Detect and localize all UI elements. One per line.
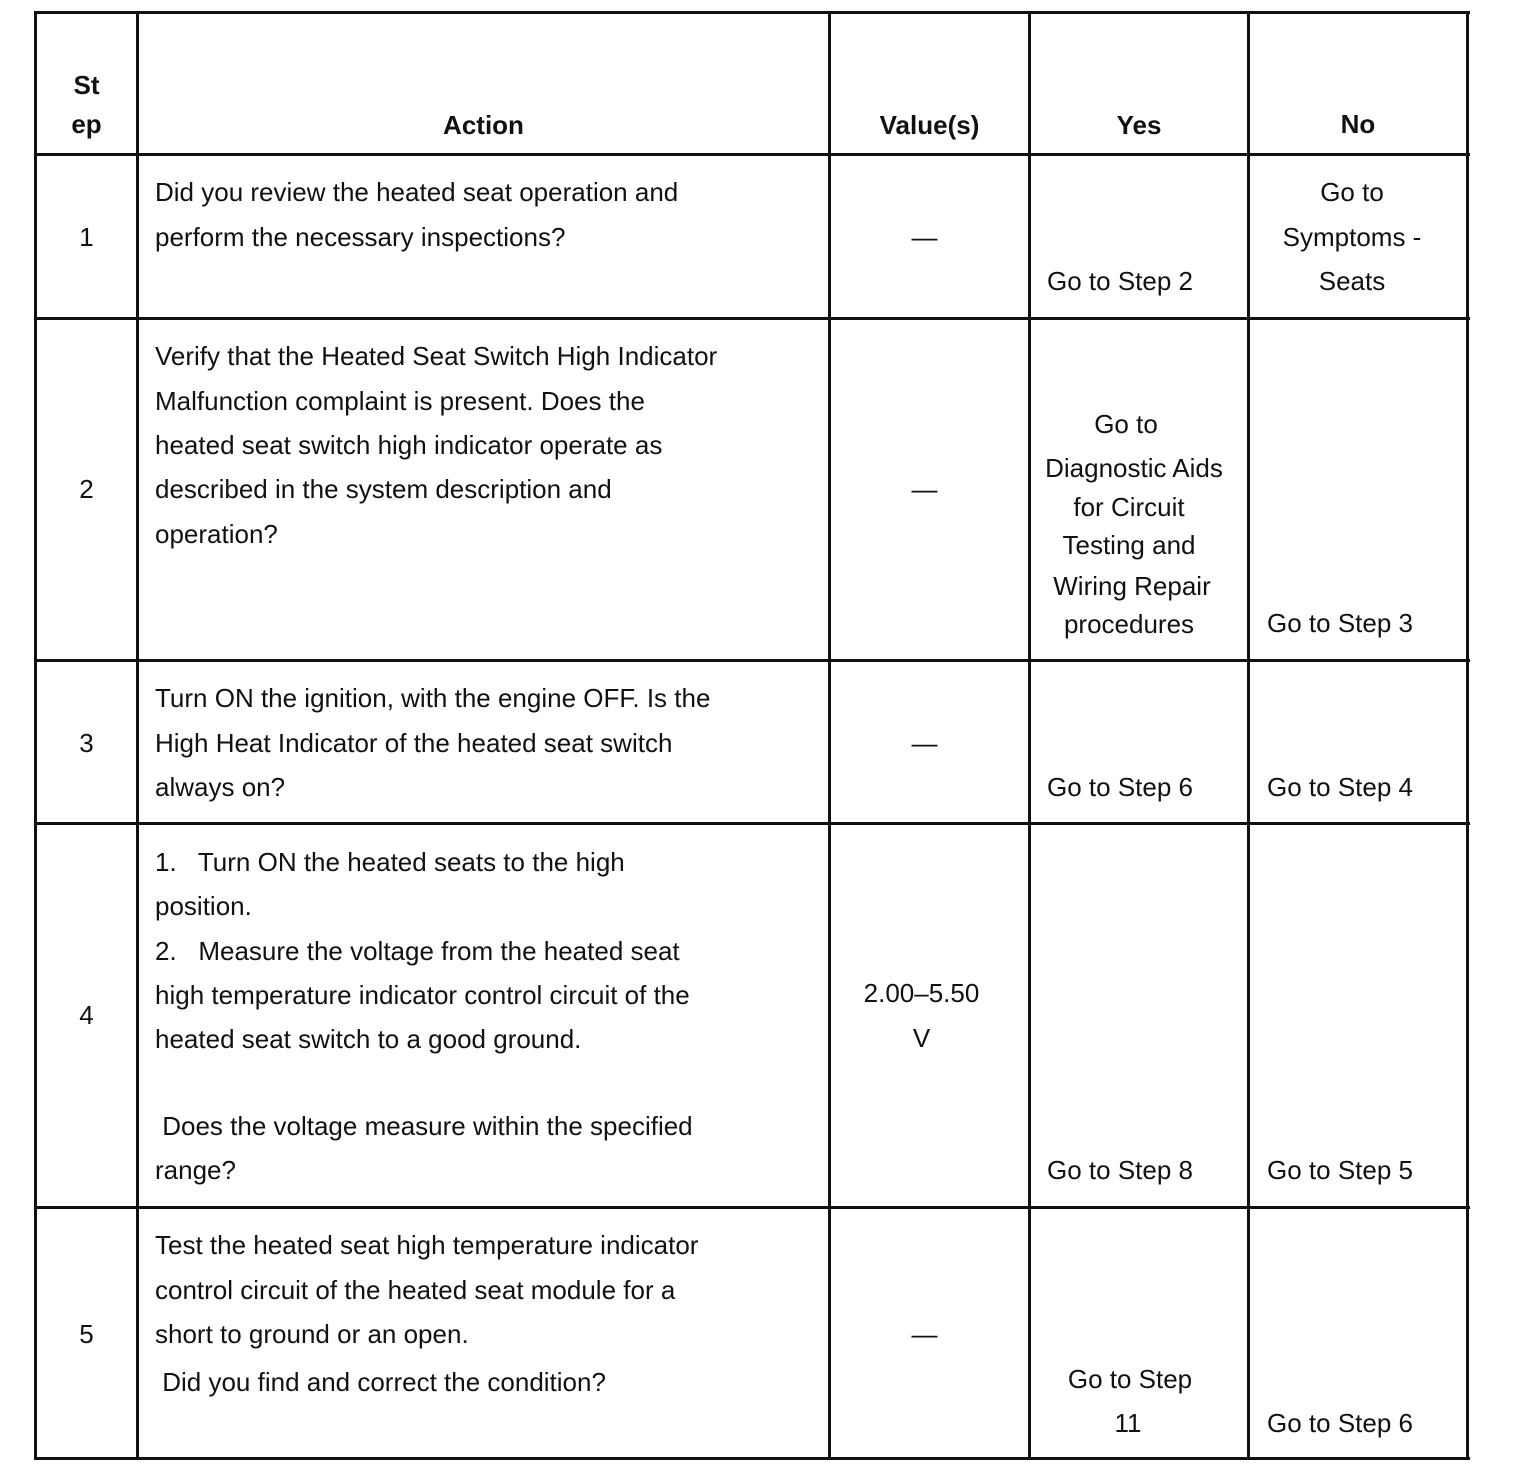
row-yes-line: 11 — [1114, 1408, 1142, 1438]
row-yes-line: Go to — [1094, 409, 1158, 439]
row-no-line: Symptoms - — [1282, 222, 1422, 252]
row-yes-line: Diagnostic Aids — [1045, 453, 1223, 483]
row-action-line: High Heat Indicator of the heated seat switch — [155, 728, 673, 758]
row-action-line: Test the heated seat high temperature indicator — [155, 1230, 699, 1260]
row-yes-line: procedures — [1063, 609, 1195, 639]
row-value: — — [911, 1319, 938, 1349]
row-action-line: Malfunction complaint is present. Does the — [155, 386, 645, 416]
header-no: No — [1340, 109, 1376, 139]
rule-header-bottom — [34, 153, 1470, 156]
header-values: Value(s) — [879, 110, 980, 140]
row-step: 3 — [79, 728, 94, 758]
rule-value-yes — [1028, 11, 1031, 1460]
row-action-line: 1. Turn ON the heated seats to the high — [155, 847, 625, 877]
rule-row1-bottom — [34, 317, 1470, 320]
row-yes-line: Go to Step 6 — [1047, 772, 1193, 802]
row-step: 4 — [79, 1000, 94, 1030]
row-step: 1 — [79, 222, 94, 252]
row-action-line: Did you find and correct the condition? — [155, 1367, 606, 1397]
row-step: 2 — [79, 474, 94, 504]
row-action-line: Turn ON the ignition, with the engine OFF. Is the — [155, 683, 711, 713]
row-no-line: Go to Step 5 — [1267, 1155, 1413, 1185]
header-action: Action — [443, 110, 524, 140]
rule-row4-bottom — [34, 1206, 1470, 1209]
row-action-line: always on? — [155, 772, 286, 802]
row-action-line: position. — [155, 891, 252, 921]
rule-row3-bottom — [34, 822, 1470, 825]
row-value: — — [911, 474, 938, 504]
row-yes-line: for Circuit — [1073, 492, 1185, 522]
row-yes-line: Go to Step 8 — [1047, 1155, 1193, 1185]
row-no-line: Go to Step 6 — [1267, 1408, 1413, 1438]
row-value: — — [911, 222, 938, 252]
row-action-line: heated seat switch to a good ground. — [155, 1024, 582, 1054]
row-yes-line: Wiring Repair — [1053, 571, 1211, 601]
row-action-line: control circuit of the heated seat module for a — [155, 1275, 676, 1305]
row-action-line: described in the system description and — [155, 474, 612, 504]
row-value: V — [912, 1023, 931, 1053]
row-value: 2.00–5.50 — [863, 978, 980, 1008]
row-value: — — [911, 728, 938, 758]
row-step: 5 — [79, 1319, 94, 1349]
row-action-line: operation? — [155, 519, 278, 549]
row-action-line: heated seat switch high indicator operate as — [155, 430, 663, 460]
row-action-line: perform the necessary inspections? — [155, 222, 566, 252]
rule-right — [1466, 11, 1469, 1460]
row-action-line: Does the voltage measure within the specified — [155, 1111, 693, 1141]
row-no-line: Go to Step 4 — [1267, 772, 1413, 802]
row-no-line: Seats — [1318, 266, 1386, 296]
row-action-line: range? — [155, 1155, 236, 1185]
row-action-line: 2. Measure the voltage from the heated seat — [155, 936, 680, 966]
row-no-line: Go to — [1320, 177, 1384, 207]
row-yes-line: Go to Step — [1067, 1364, 1193, 1394]
rule-bottom — [34, 1457, 1470, 1460]
row-no-line: Go to Step 3 — [1267, 608, 1413, 638]
row-yes-line: Testing and — [1062, 530, 1196, 560]
header-yes: Yes — [1116, 110, 1162, 140]
rule-top — [34, 11, 1470, 14]
header-step: St ep — [71, 70, 102, 139]
row-action-line: high temperature indicator control circuit of the — [155, 980, 690, 1010]
rule-step-action — [136, 11, 139, 1460]
row-action-line: short to ground or an open. — [155, 1319, 469, 1349]
row-yes-line: Go to Step 2 — [1047, 266, 1193, 296]
row-action-line: Did you review the heated seat operation and — [155, 177, 679, 207]
row-action-line: Verify that the Heated Seat Switch High Indicator — [155, 341, 718, 371]
rule-row2-bottom — [34, 659, 1470, 662]
